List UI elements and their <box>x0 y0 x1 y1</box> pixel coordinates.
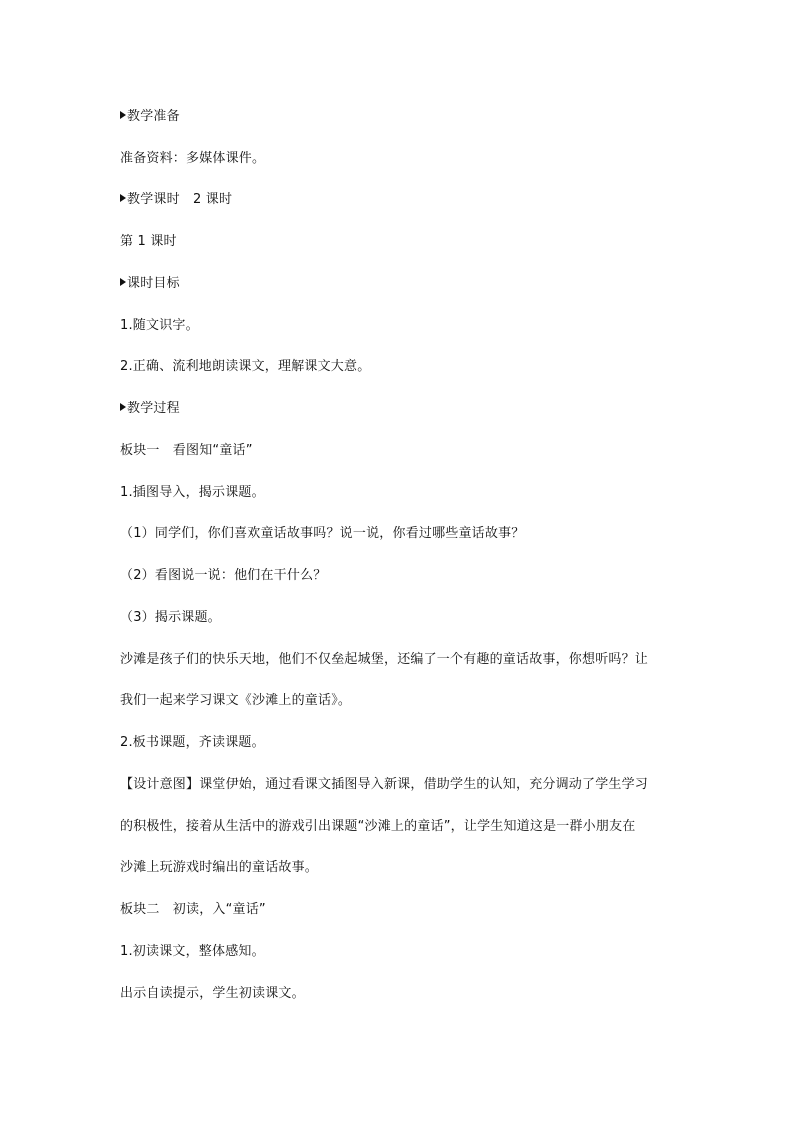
paragraph-line <box>120 985 680 1003</box>
line-text: 课时目标 <box>127 276 180 291</box>
line-text: 【设计意图】课堂伊始，通过看课文插图导入新课，借助学生的认知，充分调动了学生学习 <box>120 777 649 792</box>
line-text: 1.初读课文，整体感知。 <box>120 944 265 959</box>
line-text: 教学过程 <box>127 401 180 416</box>
paragraph-line <box>120 692 680 710</box>
paragraph-line <box>120 901 680 919</box>
paragraph-line <box>120 233 680 251</box>
paragraph-line <box>120 859 680 877</box>
line-text: （1）同学们，你们喜欢童话故事吗？说一说，你看过哪些童话故事？ <box>120 526 525 541</box>
line-text: 1.插图导入，揭示课题。 <box>120 485 265 500</box>
line-text: 板块一 看图知“童话” <box>120 443 253 458</box>
section-heading-class-hours <box>120 191 680 209</box>
line-text: 2.正确、流利地朗读课文，理解课文大意。 <box>120 359 371 374</box>
paragraph-line <box>120 525 680 543</box>
paragraph-line <box>120 358 680 376</box>
line-text: 教学准备 <box>127 109 180 124</box>
paragraph-line <box>120 776 680 794</box>
line-text: 第 1 课时 <box>120 234 177 249</box>
line-text: 2.板书课题，齐读课题。 <box>120 735 265 750</box>
paragraph-line <box>120 734 680 752</box>
line-text: 1.随文识字。 <box>120 318 199 333</box>
section-heading-teaching-preparation <box>120 108 680 126</box>
line-text: （2）看图说一说：他们在干什么？ <box>120 568 327 583</box>
line-text: 准备资料：多媒体课件。 <box>120 151 266 166</box>
section-heading-objectives <box>120 275 680 293</box>
paragraph-line <box>120 150 680 168</box>
paragraph-line <box>120 609 680 627</box>
line-text: 沙滩上玩游戏时编出的童话故事。 <box>120 860 319 875</box>
line-text: （3）揭示课题。 <box>120 610 221 625</box>
line-text: 的积极性，接着从生活中的游戏引出课题“沙滩上的童话”，让学生知道这是一群小朋友在 <box>120 819 636 834</box>
paragraph-line <box>120 567 680 585</box>
line-text: 沙滩是孩子们的快乐天地，他们不仅垒起城堡，还编了一个有趣的童话故事，你想听吗？让 <box>120 652 649 667</box>
paragraph-line <box>120 818 680 836</box>
paragraph-line <box>120 484 680 502</box>
triangle-bullet-icon <box>120 278 126 286</box>
line-text: 出示自读提示，学生初读课文。 <box>120 986 305 1001</box>
section-heading-teaching-process <box>120 400 680 418</box>
line-text: 我们一起来学习课文《沙滩上的童话》。 <box>120 693 352 708</box>
line-text: 教学课时 2 课时 <box>127 192 233 207</box>
triangle-bullet-icon <box>120 194 126 202</box>
paragraph-line <box>120 943 680 961</box>
triangle-bullet-icon <box>120 403 126 411</box>
line-text: 板块二 初读，入“童话” <box>120 902 266 917</box>
paragraph-line <box>120 442 680 460</box>
paragraph-line <box>120 317 680 335</box>
triangle-bullet-icon <box>120 111 126 119</box>
paragraph-line <box>120 651 680 669</box>
